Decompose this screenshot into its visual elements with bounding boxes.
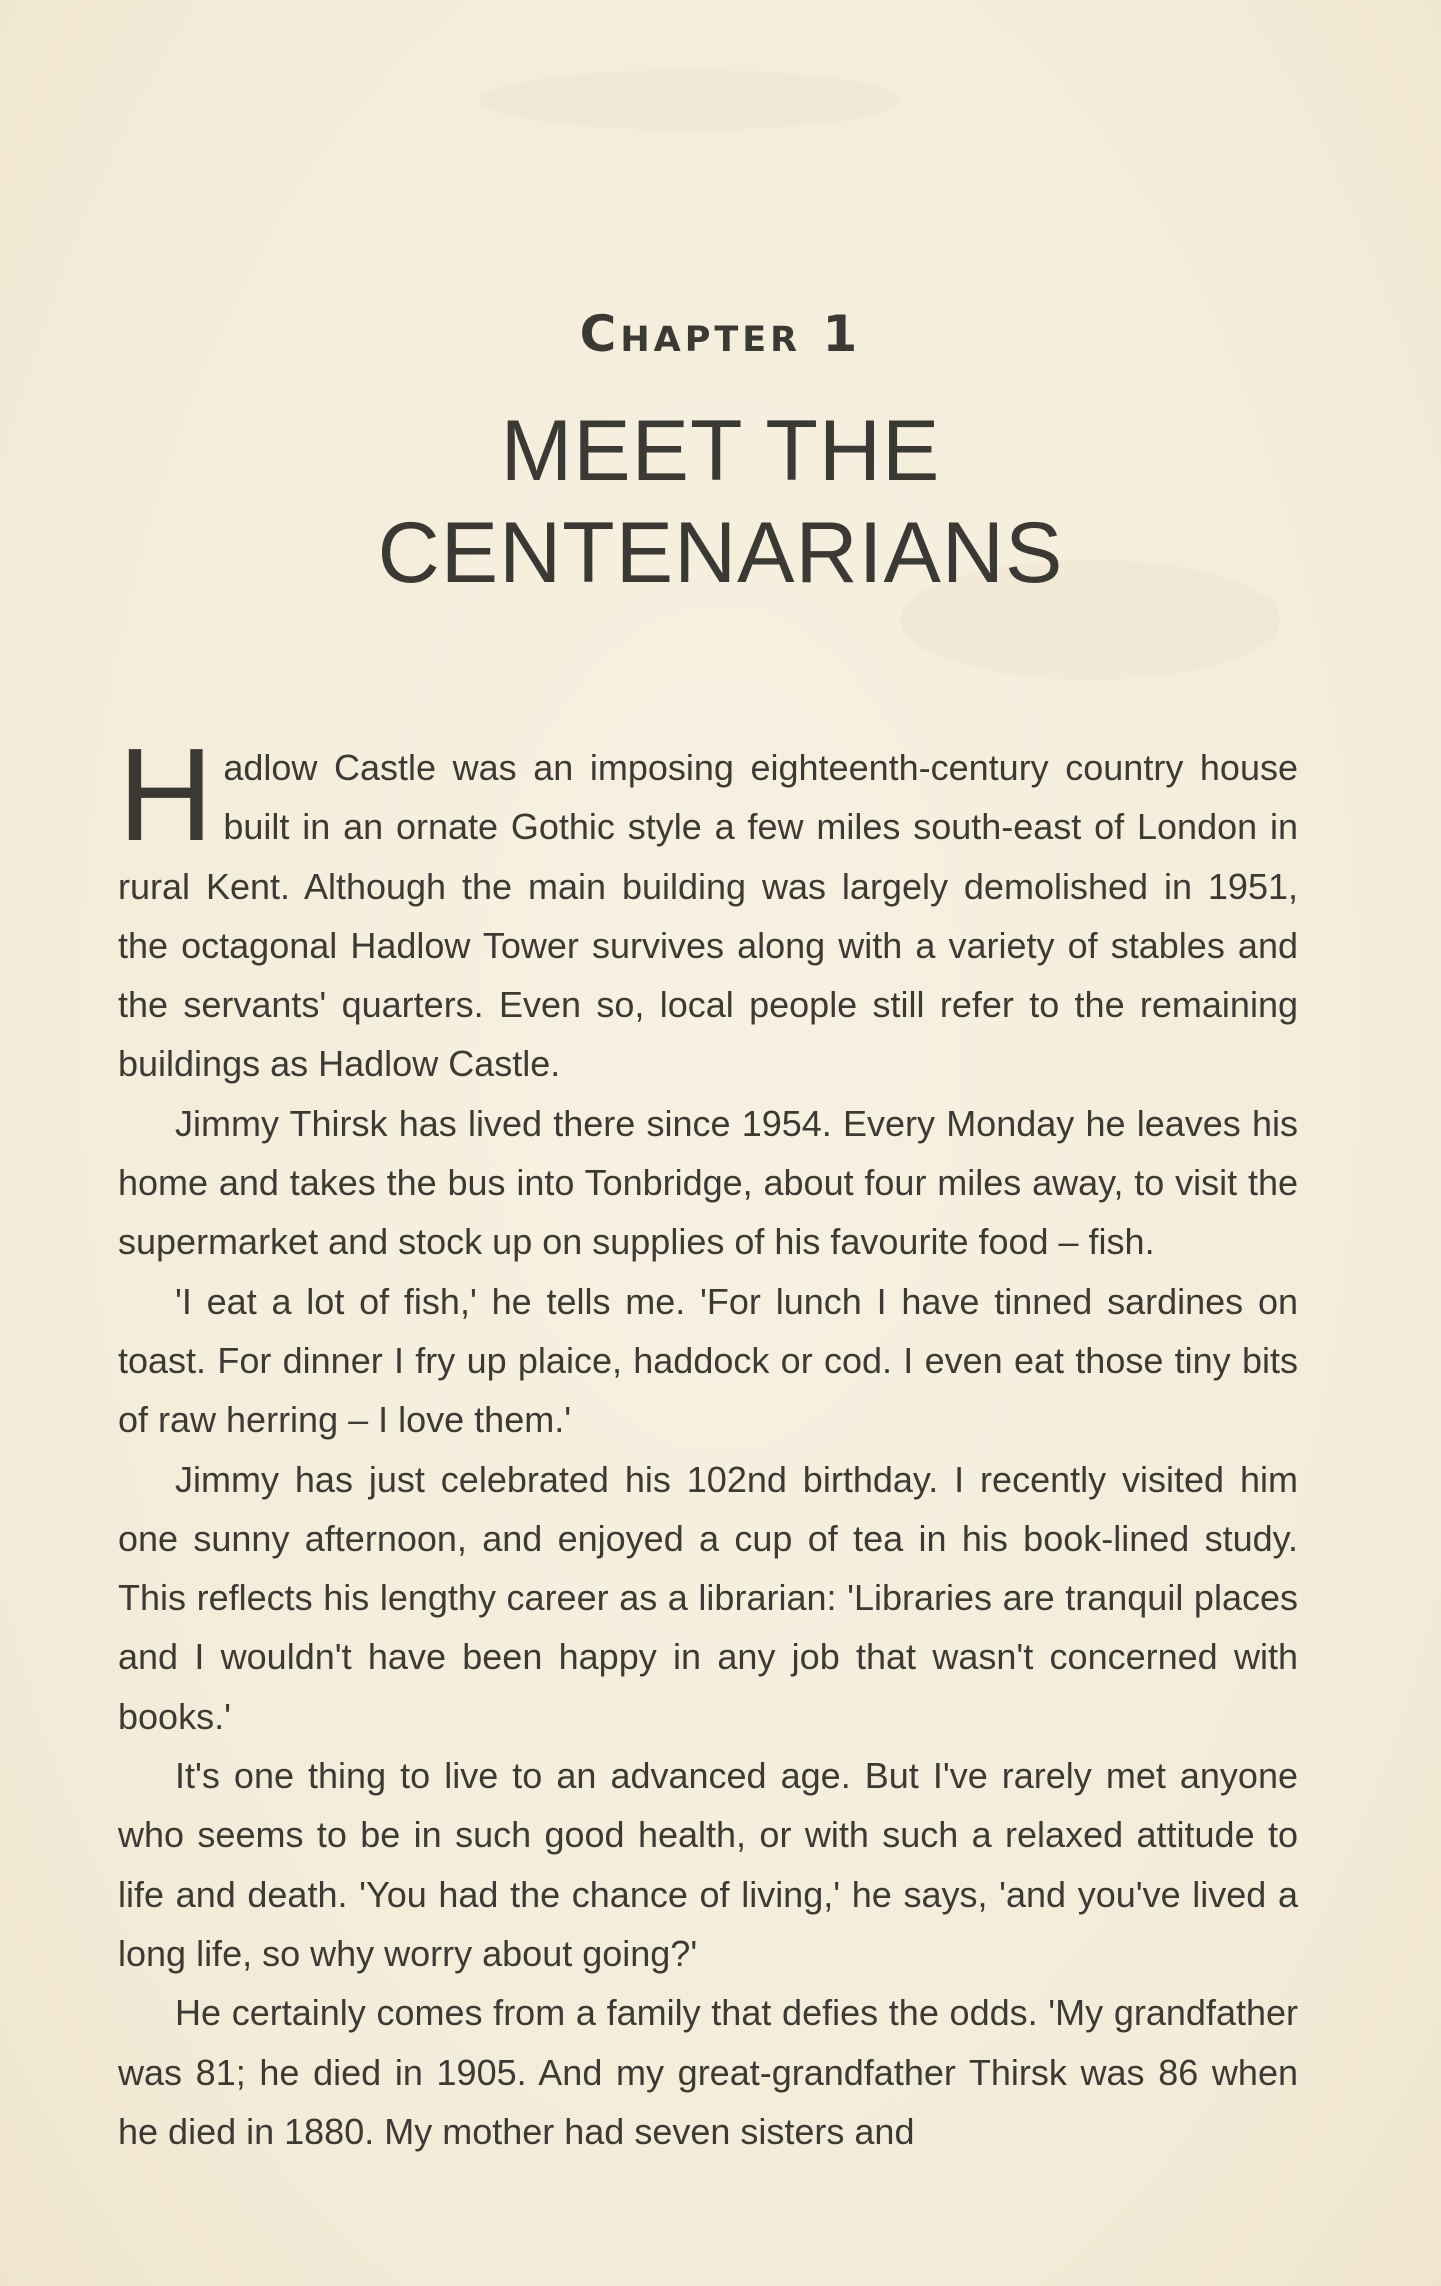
paper-stain bbox=[480, 70, 900, 130]
paragraph-4: Jimmy has just celebrated his 102nd birthday. I recently visited him one sunny afternoon, and enjoyed a cup of tea in his book-lined study. This reflects his lengthy career as a librarian: 'Libraries are tranquil places and I wouldn't have been happy in any job that wasn't concerned with books.' bbox=[118, 1458, 1298, 1737]
chapter-label: Chapter 1 bbox=[579, 305, 862, 363]
drop-cap: H bbox=[118, 721, 214, 868]
chapter-title-line-1: MEET THE bbox=[500, 403, 941, 499]
chapter-title-line-2: CENTENARIANS bbox=[377, 505, 1064, 601]
paragraph-3: 'I eat a lot of fish,' he tells me. 'For lunch I have tinned sardines on toast. For dinner I fry up plaice, haddock or cod. I even eat those tiny bits of raw herring – I love them.' bbox=[118, 1280, 1298, 1441]
paragraph-6: He certainly comes from a family that defies the odds. 'My grandfather was 81; he died in 1905. And my great-grandfather Thirsk was 86 when he died in 1880. My mother had seven sisters and bbox=[118, 1992, 1298, 2152]
chapter-title bbox=[0, 400, 1441, 604]
body-text bbox=[118, 721, 1298, 2161]
paragraph-1 bbox=[118, 721, 1298, 1094]
paragraph-2: Jimmy Thirsk has lived there since 1954. Every Monday he leaves his home and takes the bus into Tonbridge, about four miles away, to visit the supermarket and stock up on supplies of his favourite food – fish. bbox=[118, 1102, 1298, 1263]
paragraph-1-text: adlow Castle was an imposing eighteenth-century country house built in an ornate Gothic style a few miles south-east of London in rural Kent. Although the main building was largely demolished in 1951, the octagonal Hadlow Tower survives along with a variety of stables and the servants' quarters. Even so, local people still refer to the remaining buildings as Hadlow Castle. bbox=[118, 747, 1298, 1085]
paragraph-5: It's one thing to live to an advanced age. But I've rarely met anyone who seems to be in such good health, or with such a relaxed attitude to life and death. 'You had the chance of living,' he says, 'and you've lived a long life, so why worry about going?' bbox=[118, 1755, 1298, 1974]
